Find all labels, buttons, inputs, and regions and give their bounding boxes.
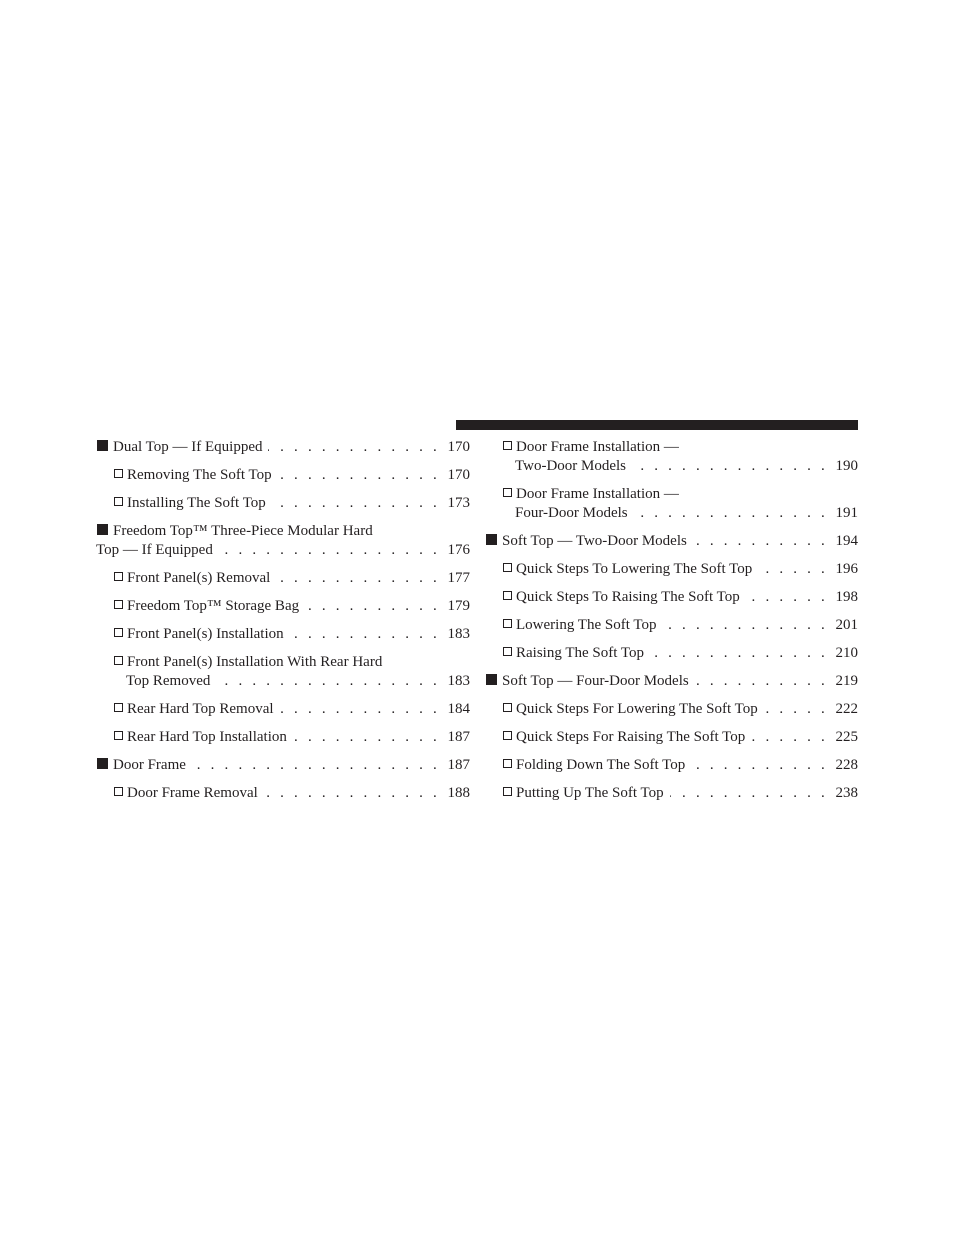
dot-leader bbox=[693, 532, 828, 551]
toc-page-number: 170 bbox=[447, 439, 470, 455]
toc-entry-title: Folding Down The Soft Top bbox=[516, 757, 686, 773]
open-square-bullet-icon bbox=[503, 731, 512, 740]
filled-square-bullet-icon bbox=[486, 674, 497, 685]
dot-leader bbox=[192, 756, 440, 775]
toc-page-number: 179 bbox=[447, 598, 470, 614]
open-square-bullet-icon bbox=[114, 469, 123, 478]
toc-entry-title: Front Panel(s) Installation With Rear Hard bbox=[127, 654, 383, 670]
toc-entry-title: Door Frame Installation — bbox=[516, 486, 679, 502]
dot-leader bbox=[278, 466, 440, 485]
open-square-bullet-icon bbox=[114, 656, 123, 665]
open-square-bullet-icon bbox=[503, 787, 512, 796]
toc-subsection-entry[interactable] bbox=[485, 588, 858, 607]
toc-page-number: 194 bbox=[835, 533, 858, 549]
toc-entry-title: Top — If Equipped bbox=[96, 542, 213, 558]
dot-leader bbox=[670, 784, 828, 803]
toc-entry-title: Rear Hard Top Removal bbox=[127, 701, 274, 717]
open-square-bullet-icon bbox=[503, 591, 512, 600]
toc-section-entry[interactable] bbox=[96, 756, 470, 775]
toc-entry-title: Door Frame Removal bbox=[127, 785, 258, 801]
toc-subsection-entry[interactable] bbox=[485, 700, 858, 719]
toc-page-number: 210 bbox=[835, 645, 858, 661]
toc-subsection-entry[interactable] bbox=[96, 466, 470, 485]
toc-section-entry[interactable] bbox=[96, 438, 470, 457]
dot-leader bbox=[290, 625, 440, 644]
toc-subsection-entry[interactable] bbox=[485, 756, 858, 775]
toc-subsection-entry[interactable] bbox=[485, 616, 858, 635]
dot-leader bbox=[751, 728, 828, 747]
open-square-bullet-icon bbox=[503, 488, 512, 497]
toc-entry-title: Quick Steps To Raising The Soft Top bbox=[516, 589, 740, 605]
open-square-bullet-icon bbox=[114, 628, 123, 637]
toc-subsection-entry[interactable] bbox=[96, 597, 470, 616]
toc-page-number: 219 bbox=[835, 673, 858, 689]
toc-page-number: 190 bbox=[835, 458, 858, 474]
dot-leader bbox=[272, 494, 440, 513]
toc-entry-title: Quick Steps For Lowering The Soft Top bbox=[516, 701, 758, 717]
toc-right-column bbox=[485, 438, 858, 812]
toc-entry-title: Dual Top — If Equipped bbox=[113, 439, 263, 455]
toc-page-number: 187 bbox=[447, 757, 470, 773]
open-square-bullet-icon bbox=[503, 619, 512, 628]
dot-leader bbox=[219, 541, 440, 560]
toc-entry-title: Soft Top — Four-Door Models bbox=[502, 673, 689, 689]
toc-entry-title: Quick Steps For Raising The Soft Top bbox=[516, 729, 746, 745]
dot-leader bbox=[268, 438, 440, 457]
toc-entry-title: Top Removed bbox=[126, 673, 211, 689]
toc-entry-title: Installing The Soft Top bbox=[127, 495, 266, 511]
toc-page-number: 183 bbox=[447, 673, 470, 689]
toc-page-number: 184 bbox=[447, 701, 470, 717]
open-square-bullet-icon bbox=[503, 441, 512, 450]
open-square-bullet-icon bbox=[503, 703, 512, 712]
toc-page-number: 228 bbox=[835, 757, 858, 773]
toc-entry-title: Freedom Top™ Three-Piece Modular Hard bbox=[113, 523, 373, 539]
toc-entry-title: Quick Steps To Lowering The Soft Top bbox=[516, 561, 753, 577]
open-square-bullet-icon bbox=[114, 497, 123, 506]
toc-subsection-entry[interactable] bbox=[96, 700, 470, 719]
toc-section-entry[interactable] bbox=[485, 532, 858, 551]
toc-page-number: 222 bbox=[835, 701, 858, 717]
toc-page-number: 225 bbox=[835, 729, 858, 745]
dot-leader bbox=[276, 569, 440, 588]
dot-leader bbox=[746, 588, 828, 607]
toc-page-number: 177 bbox=[447, 570, 470, 586]
toc-page-number: 173 bbox=[447, 495, 470, 511]
dot-leader bbox=[264, 784, 440, 803]
toc-page-number: 170 bbox=[447, 467, 470, 483]
filled-square-bullet-icon bbox=[486, 534, 497, 545]
section-header-bar bbox=[456, 420, 858, 430]
open-square-bullet-icon bbox=[503, 563, 512, 572]
toc-entry-title: Door Frame Installation — bbox=[516, 439, 679, 455]
toc-page-number: 183 bbox=[447, 626, 470, 642]
toc-subsection-entry[interactable] bbox=[96, 625, 470, 644]
toc-subsection-entry[interactable] bbox=[485, 644, 858, 663]
dot-leader bbox=[634, 504, 828, 523]
dot-leader bbox=[305, 597, 440, 616]
toc-entry-title: Door Frame bbox=[113, 757, 186, 773]
toc-subsection-entry[interactable] bbox=[485, 485, 858, 523]
toc-entry-title: Front Panel(s) Removal bbox=[127, 570, 271, 586]
dot-leader bbox=[764, 700, 828, 719]
toc-entry-title: Raising The Soft Top bbox=[516, 645, 644, 661]
toc-subsection-entry[interactable] bbox=[96, 494, 470, 513]
toc-subsection-entry[interactable] bbox=[96, 653, 470, 691]
dot-leader bbox=[293, 728, 440, 747]
filled-square-bullet-icon bbox=[97, 440, 108, 451]
toc-left-column bbox=[96, 438, 470, 812]
dot-leader bbox=[632, 457, 828, 476]
toc-page-number: 196 bbox=[835, 561, 858, 577]
dot-leader bbox=[695, 672, 828, 691]
toc-page-number: 201 bbox=[835, 617, 858, 633]
toc-entry-title: Soft Top — Two-Door Models bbox=[502, 533, 687, 549]
toc-page-number: 238 bbox=[835, 785, 858, 801]
toc-entry-title: Two-Door Models bbox=[515, 458, 627, 474]
toc-subsection-entry[interactable] bbox=[485, 438, 858, 476]
toc-page-number: 198 bbox=[835, 589, 858, 605]
filled-square-bullet-icon bbox=[97, 758, 108, 769]
open-square-bullet-icon bbox=[114, 600, 123, 609]
dot-leader bbox=[662, 616, 828, 635]
toc-page-number: 191 bbox=[835, 505, 858, 521]
dot-leader bbox=[216, 672, 440, 691]
toc-page-number: 187 bbox=[447, 729, 470, 745]
toc-subsection-entry[interactable] bbox=[485, 728, 858, 747]
toc-entry-title: Front Panel(s) Installation bbox=[127, 626, 284, 642]
toc-subsection-entry[interactable] bbox=[485, 560, 858, 579]
toc-page-number: 188 bbox=[447, 785, 470, 801]
open-square-bullet-icon bbox=[114, 572, 123, 581]
dot-leader bbox=[650, 644, 828, 663]
open-square-bullet-icon bbox=[503, 647, 512, 656]
toc-entry-title: Freedom Top™ Storage Bag bbox=[127, 598, 300, 614]
toc-entry-title: Putting Up The Soft Top bbox=[516, 785, 664, 801]
toc-subsection-entry[interactable] bbox=[96, 728, 470, 747]
toc-section-entry[interactable] bbox=[485, 672, 858, 691]
dot-leader bbox=[280, 700, 440, 719]
toc-subsection-entry[interactable] bbox=[96, 569, 470, 588]
toc-entry-title: Lowering The Soft Top bbox=[516, 617, 657, 633]
toc-section-entry[interactable] bbox=[96, 522, 470, 560]
open-square-bullet-icon bbox=[503, 759, 512, 768]
toc-entry-title: Four-Door Models bbox=[515, 505, 628, 521]
toc-entry-title: Removing The Soft Top bbox=[127, 467, 272, 483]
open-square-bullet-icon bbox=[114, 787, 123, 796]
filled-square-bullet-icon bbox=[97, 524, 108, 535]
toc-subsection-entry[interactable] bbox=[96, 784, 470, 803]
toc-subsection-entry[interactable] bbox=[485, 784, 858, 803]
open-square-bullet-icon bbox=[114, 703, 123, 712]
dot-leader bbox=[691, 756, 828, 775]
open-square-bullet-icon bbox=[114, 731, 123, 740]
toc-page-number: 176 bbox=[447, 542, 470, 558]
toc-entry-title: Rear Hard Top Installation bbox=[127, 729, 287, 745]
dot-leader bbox=[758, 560, 828, 579]
